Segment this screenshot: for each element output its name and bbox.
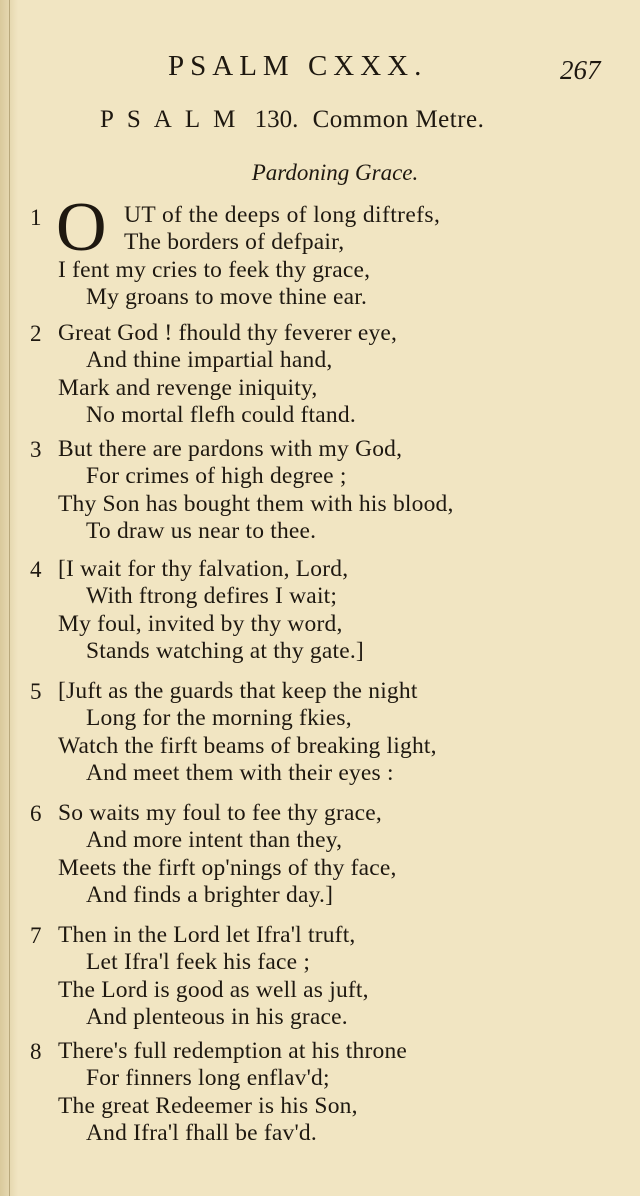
stanza-4 — [0, 556, 640, 665]
verse-line: Meets the firft op'nings of thy face, — [58, 854, 397, 881]
stanza-number: 4 — [30, 557, 42, 582]
verse-line: The borders of defpair, — [124, 229, 345, 256]
verse-line: Watch the firft beams of breaking light, — [58, 732, 437, 759]
verse-line: Let Ifra'l feek his face ; — [86, 949, 311, 976]
verse-line: And thine impartial hand, — [86, 347, 333, 374]
verse-line: [I wait for thy falvation, Lord, — [58, 556, 349, 582]
verse-line: Stands watching at thy gate.] — [86, 637, 364, 664]
verse-line: Long for the morning fkies, — [86, 705, 352, 732]
verse-line: The great Redeemer is his Son, — [58, 1092, 358, 1119]
stanza-2 — [0, 320, 640, 429]
verse-line: I fent my cries to feek thy grace, — [58, 256, 371, 283]
psalm-heading-word: PSALM — [100, 106, 249, 133]
verse-line: Mark and revenge iniquity, — [58, 374, 318, 401]
stanza-number: 8 — [30, 1039, 42, 1064]
psalm-heading-metre: Common Metre. — [312, 106, 485, 133]
stanza-3 — [0, 436, 640, 545]
verse-line: And more intent than they, — [86, 827, 343, 854]
verse-line: UT of the deeps of long diftrefs, — [124, 202, 441, 228]
psalm-heading-number: 130. — [254, 106, 299, 133]
stanza-number: 7 — [30, 923, 42, 948]
verse-line: And finds a brighter day.] — [86, 881, 334, 908]
verse-line: Then in the Lord let Ifra'l truft, — [58, 922, 356, 948]
verse-line: [Juft as the guards that keep the night — [58, 678, 418, 704]
verse-line: No mortal flefh could ftand. — [86, 401, 356, 428]
verse-line: And plenteous in his grace. — [86, 1003, 348, 1030]
verse-line: The Lord is good as well as juft, — [58, 976, 369, 1003]
psalm-subtitle: Pardoning Grace. — [251, 160, 419, 185]
verse-line: But there are pardons with my God, — [58, 436, 403, 462]
verse-line: And Ifra'l fhall be fav'd. — [86, 1119, 317, 1146]
verse-line: For finners long enflav'd; — [86, 1065, 330, 1092]
verse-line: Thy Son has bought them with his blood, — [58, 490, 454, 517]
verse-line: For crimes of high degree ; — [86, 463, 347, 490]
verse-line: So waits my foul to fee thy grace, — [58, 800, 382, 826]
verse-line: And meet them with their eyes : — [86, 759, 394, 786]
stanza-number: 6 — [30, 801, 42, 826]
stanza-number: 2 — [30, 321, 42, 346]
stanza-number: 1 — [30, 205, 42, 230]
stanza-number: 5 — [30, 679, 42, 704]
stanza-6 — [0, 800, 640, 909]
stanza-8 — [0, 1038, 640, 1147]
stanza-5 — [0, 678, 640, 787]
running-title: PSALM CXXX. — [168, 50, 428, 82]
verse-line: To draw us near to thee. — [86, 517, 317, 544]
drop-cap: O — [56, 189, 107, 266]
page-number: 267 — [560, 55, 601, 85]
verse-line: My foul, invited by thy word, — [58, 610, 343, 637]
stanza-number: 3 — [30, 437, 42, 462]
stanza-7 — [0, 922, 640, 1031]
verse-line: Great God ! fhould thy feverer eye, — [58, 320, 398, 346]
stanza-1 — [0, 202, 640, 311]
verse-line: There's full redemption at his throne — [58, 1038, 408, 1064]
verse-line: My groans to move thine ear. — [86, 283, 368, 310]
verse-line: With ftrong defires I wait; — [86, 583, 338, 610]
